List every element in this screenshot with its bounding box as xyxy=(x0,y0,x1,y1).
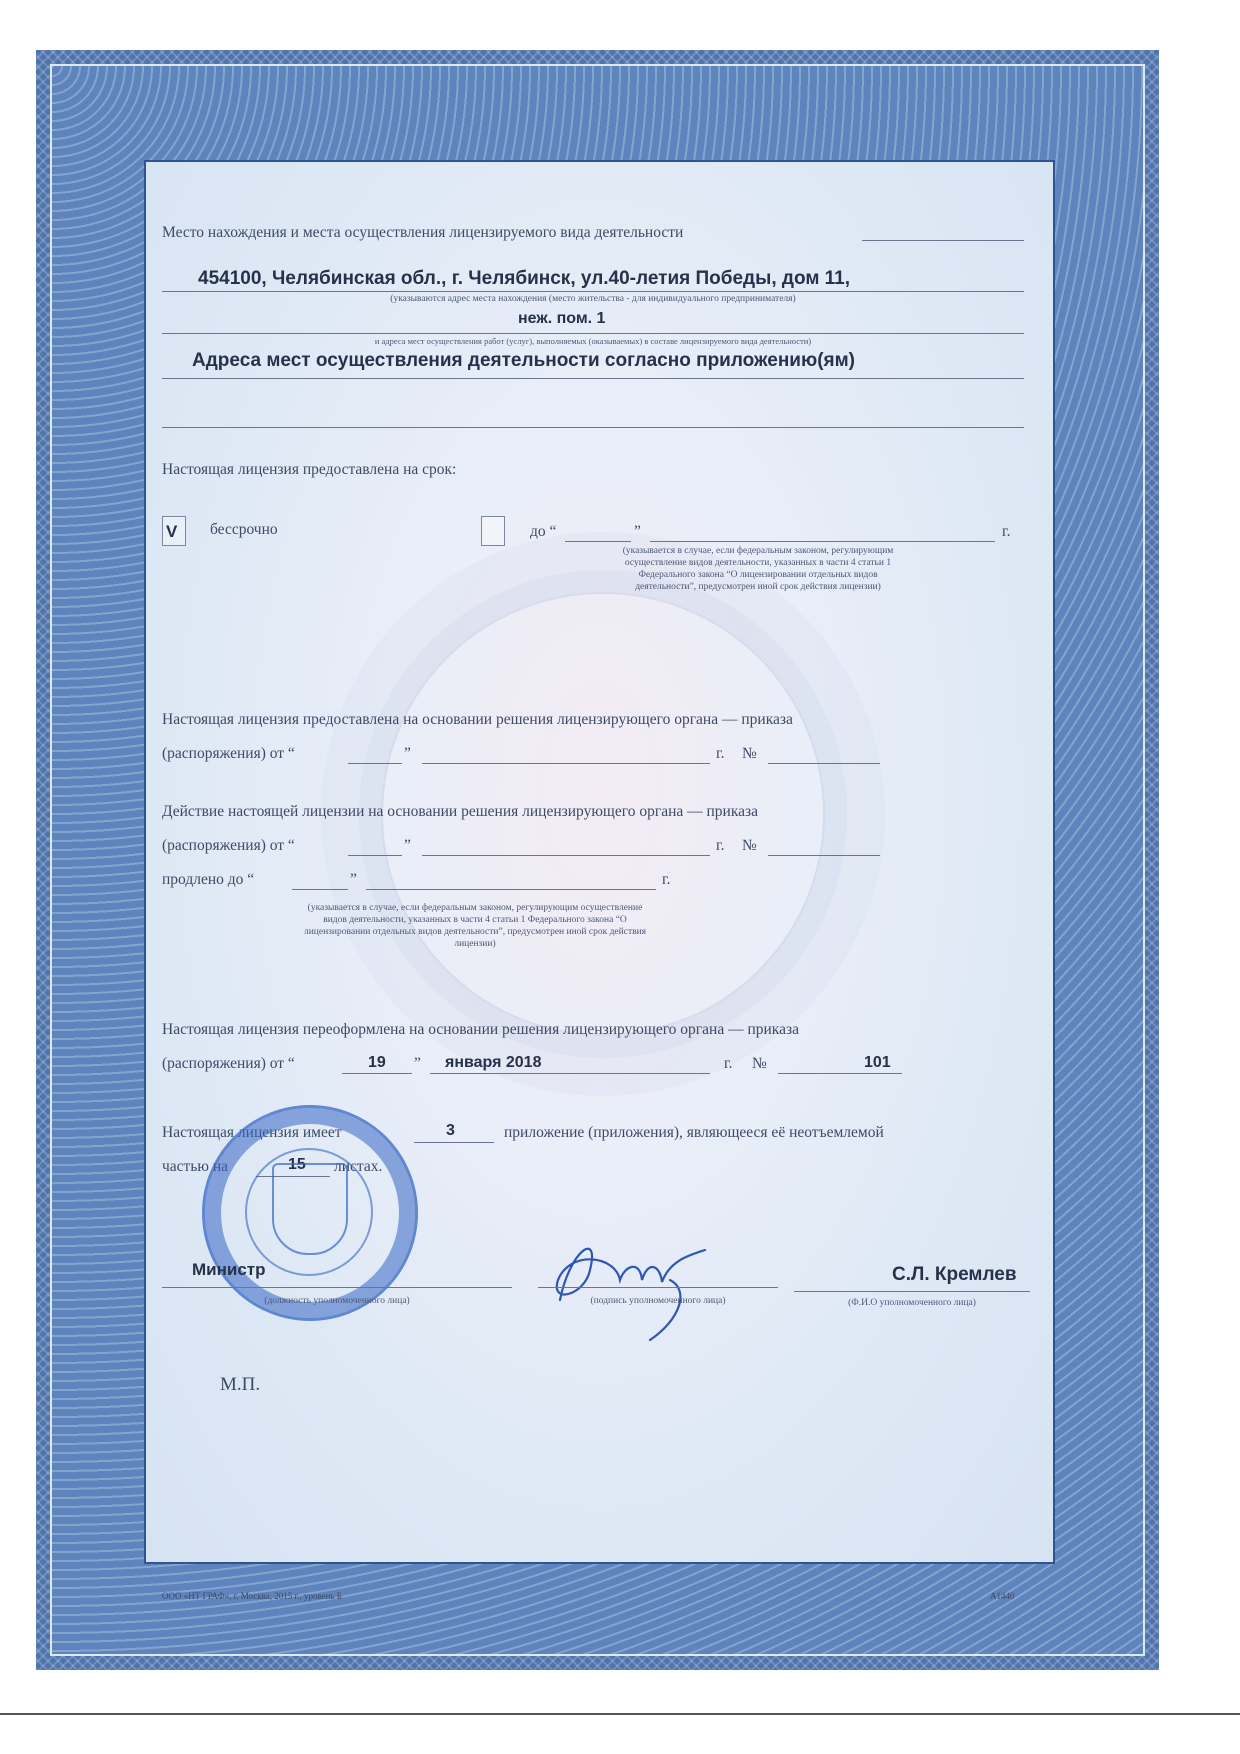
extension-date-line xyxy=(422,855,710,856)
basis-number-sign: № xyxy=(742,745,757,762)
reissue-number-sign: № xyxy=(752,1055,767,1072)
until-checkbox xyxy=(481,516,505,546)
reissue-order-from: (распоряжения) от “ xyxy=(162,1055,295,1072)
basis-year: г. xyxy=(716,745,725,762)
page-edge-line xyxy=(0,1713,1240,1715)
signature-line xyxy=(538,1287,778,1288)
signature xyxy=(530,1210,730,1350)
reissue-number: 101 xyxy=(864,1054,891,1071)
until-day-line xyxy=(565,541,631,542)
until-quote: ” xyxy=(634,523,641,540)
position-hint: (должность уполномоченного лица) xyxy=(264,1296,410,1306)
annex-text-3: частью на xyxy=(162,1158,229,1175)
basis-line-1: Настоящая лицензия предоставлена на основании решения лицензирующего органа — приказа xyxy=(162,711,793,728)
reissue-line-1: Настоящая лицензия переоформлена на основании решения лицензирующего органа — приказа xyxy=(162,1021,799,1038)
basis-order-from: (распоряжения) от “ xyxy=(162,745,295,762)
basis-quote: ” xyxy=(404,745,411,762)
basis-date-line xyxy=(422,763,710,764)
term-hint: (указывается в случае, если федеральным законом, регулирующим осуществление видов деятельности, указанных в части 4 статьи 1 Федерального закона “О лицензировании отдельных видов деятельности”, предусмотрен иной срок действия лицензии) xyxy=(622,546,894,592)
mp-label: М.П. xyxy=(220,1374,261,1395)
name-hint: (Ф.И.О уполномоченного лица) xyxy=(848,1298,976,1308)
places-text: Адреса мест осуществления деятельности согласно приложению(ям) xyxy=(192,350,855,371)
location-label: Место нахождения и места осуществления лицензируемого вида деятельности xyxy=(162,224,684,241)
official-seal xyxy=(202,1105,418,1321)
location-line xyxy=(862,240,1024,241)
reissue-quote: ” xyxy=(414,1055,421,1072)
extension-quote: ” xyxy=(404,837,411,854)
unlimited-check-mark: V xyxy=(166,522,178,541)
address-line-1: 454100, Челябинская обл., г. Челябинск, ул.40-летия Победы, дом 11, xyxy=(198,268,851,289)
sheets-count: 15 xyxy=(288,1156,306,1173)
unlimited-label: бессрочно xyxy=(210,521,278,538)
basis-number-line xyxy=(768,763,880,764)
name-line xyxy=(794,1291,1030,1292)
unlimited-checkbox xyxy=(162,516,186,546)
extended-quote: ” xyxy=(350,871,357,888)
extension-line-1: Действие настоящей лицензии на основании решения лицензирующего органа — приказа xyxy=(162,803,759,820)
address-underline-1 xyxy=(162,291,1024,292)
reissue-day: 19 xyxy=(368,1054,386,1071)
address-hint: (указываются адрес места нахождения (место жительства - для индивидуального предпринимателя) xyxy=(390,294,796,304)
signer-name: С.Л. Кремлев xyxy=(892,1264,1017,1285)
form-code: А1440 xyxy=(990,1591,1015,1601)
places-underline-2 xyxy=(162,427,1024,428)
annex-text-4: листах. xyxy=(334,1158,383,1175)
signature-hint: (подпись уполномоченного лица) xyxy=(590,1296,726,1306)
reissue-year: г. xyxy=(724,1055,733,1072)
address-underline-2 xyxy=(162,333,1024,334)
reissue-day-line xyxy=(342,1073,412,1074)
position-line xyxy=(162,1287,512,1288)
places-underline xyxy=(162,378,1024,379)
extended-day-line xyxy=(292,889,348,890)
coat-of-arms-icon xyxy=(272,1163,348,1255)
extended-until-label: продлено до “ xyxy=(162,871,255,888)
extension-order-from: (распоряжения) от “ xyxy=(162,837,295,854)
extension-year: г. xyxy=(716,837,725,854)
extension-hint: (указывается в случае, если федеральным законом, регулирующим осуществление видов деятельности, указанных в части 4 статьи 1 Федерального закона “О лицензировании отдельных видов деятельности”, предусмотрен иной срок действия лицензии) xyxy=(303,903,647,949)
term-label: Настоящая лицензия предоставлена на срок: xyxy=(162,461,457,478)
extension-number-sign: № xyxy=(742,837,757,854)
printer-info: ООО «НТ ГРАФ», г. Москва, 2015 г., уровень Б xyxy=(162,1591,342,1601)
annex-count-line xyxy=(414,1142,494,1143)
extended-year: г. xyxy=(662,871,671,888)
basis-day-line xyxy=(348,763,402,764)
until-year-suffix: г. xyxy=(1002,523,1011,540)
reissue-month-year: января 2018 xyxy=(445,1054,542,1071)
reissue-number-line xyxy=(778,1073,902,1074)
places-hint: и адреса мест осуществления работ (услуг), выполняемых (оказываемых) в составе лицензируемого вида деятельности) xyxy=(374,336,812,346)
signer-position: Министр xyxy=(192,1260,266,1279)
annex-text-2: приложение (приложения), являющееся её неотъемлемой xyxy=(504,1124,884,1141)
reissue-date-line xyxy=(430,1073,710,1074)
address-line-2: неж. пом. 1 xyxy=(518,310,606,327)
extension-number-line xyxy=(768,855,880,856)
extended-date-line xyxy=(366,889,656,890)
until-month-line xyxy=(650,541,995,542)
extension-day-line xyxy=(348,855,402,856)
until-label: до “ xyxy=(530,523,557,540)
annex-count: 3 xyxy=(446,1122,455,1139)
annex-text-1: Настоящая лицензия имеет xyxy=(162,1124,342,1141)
